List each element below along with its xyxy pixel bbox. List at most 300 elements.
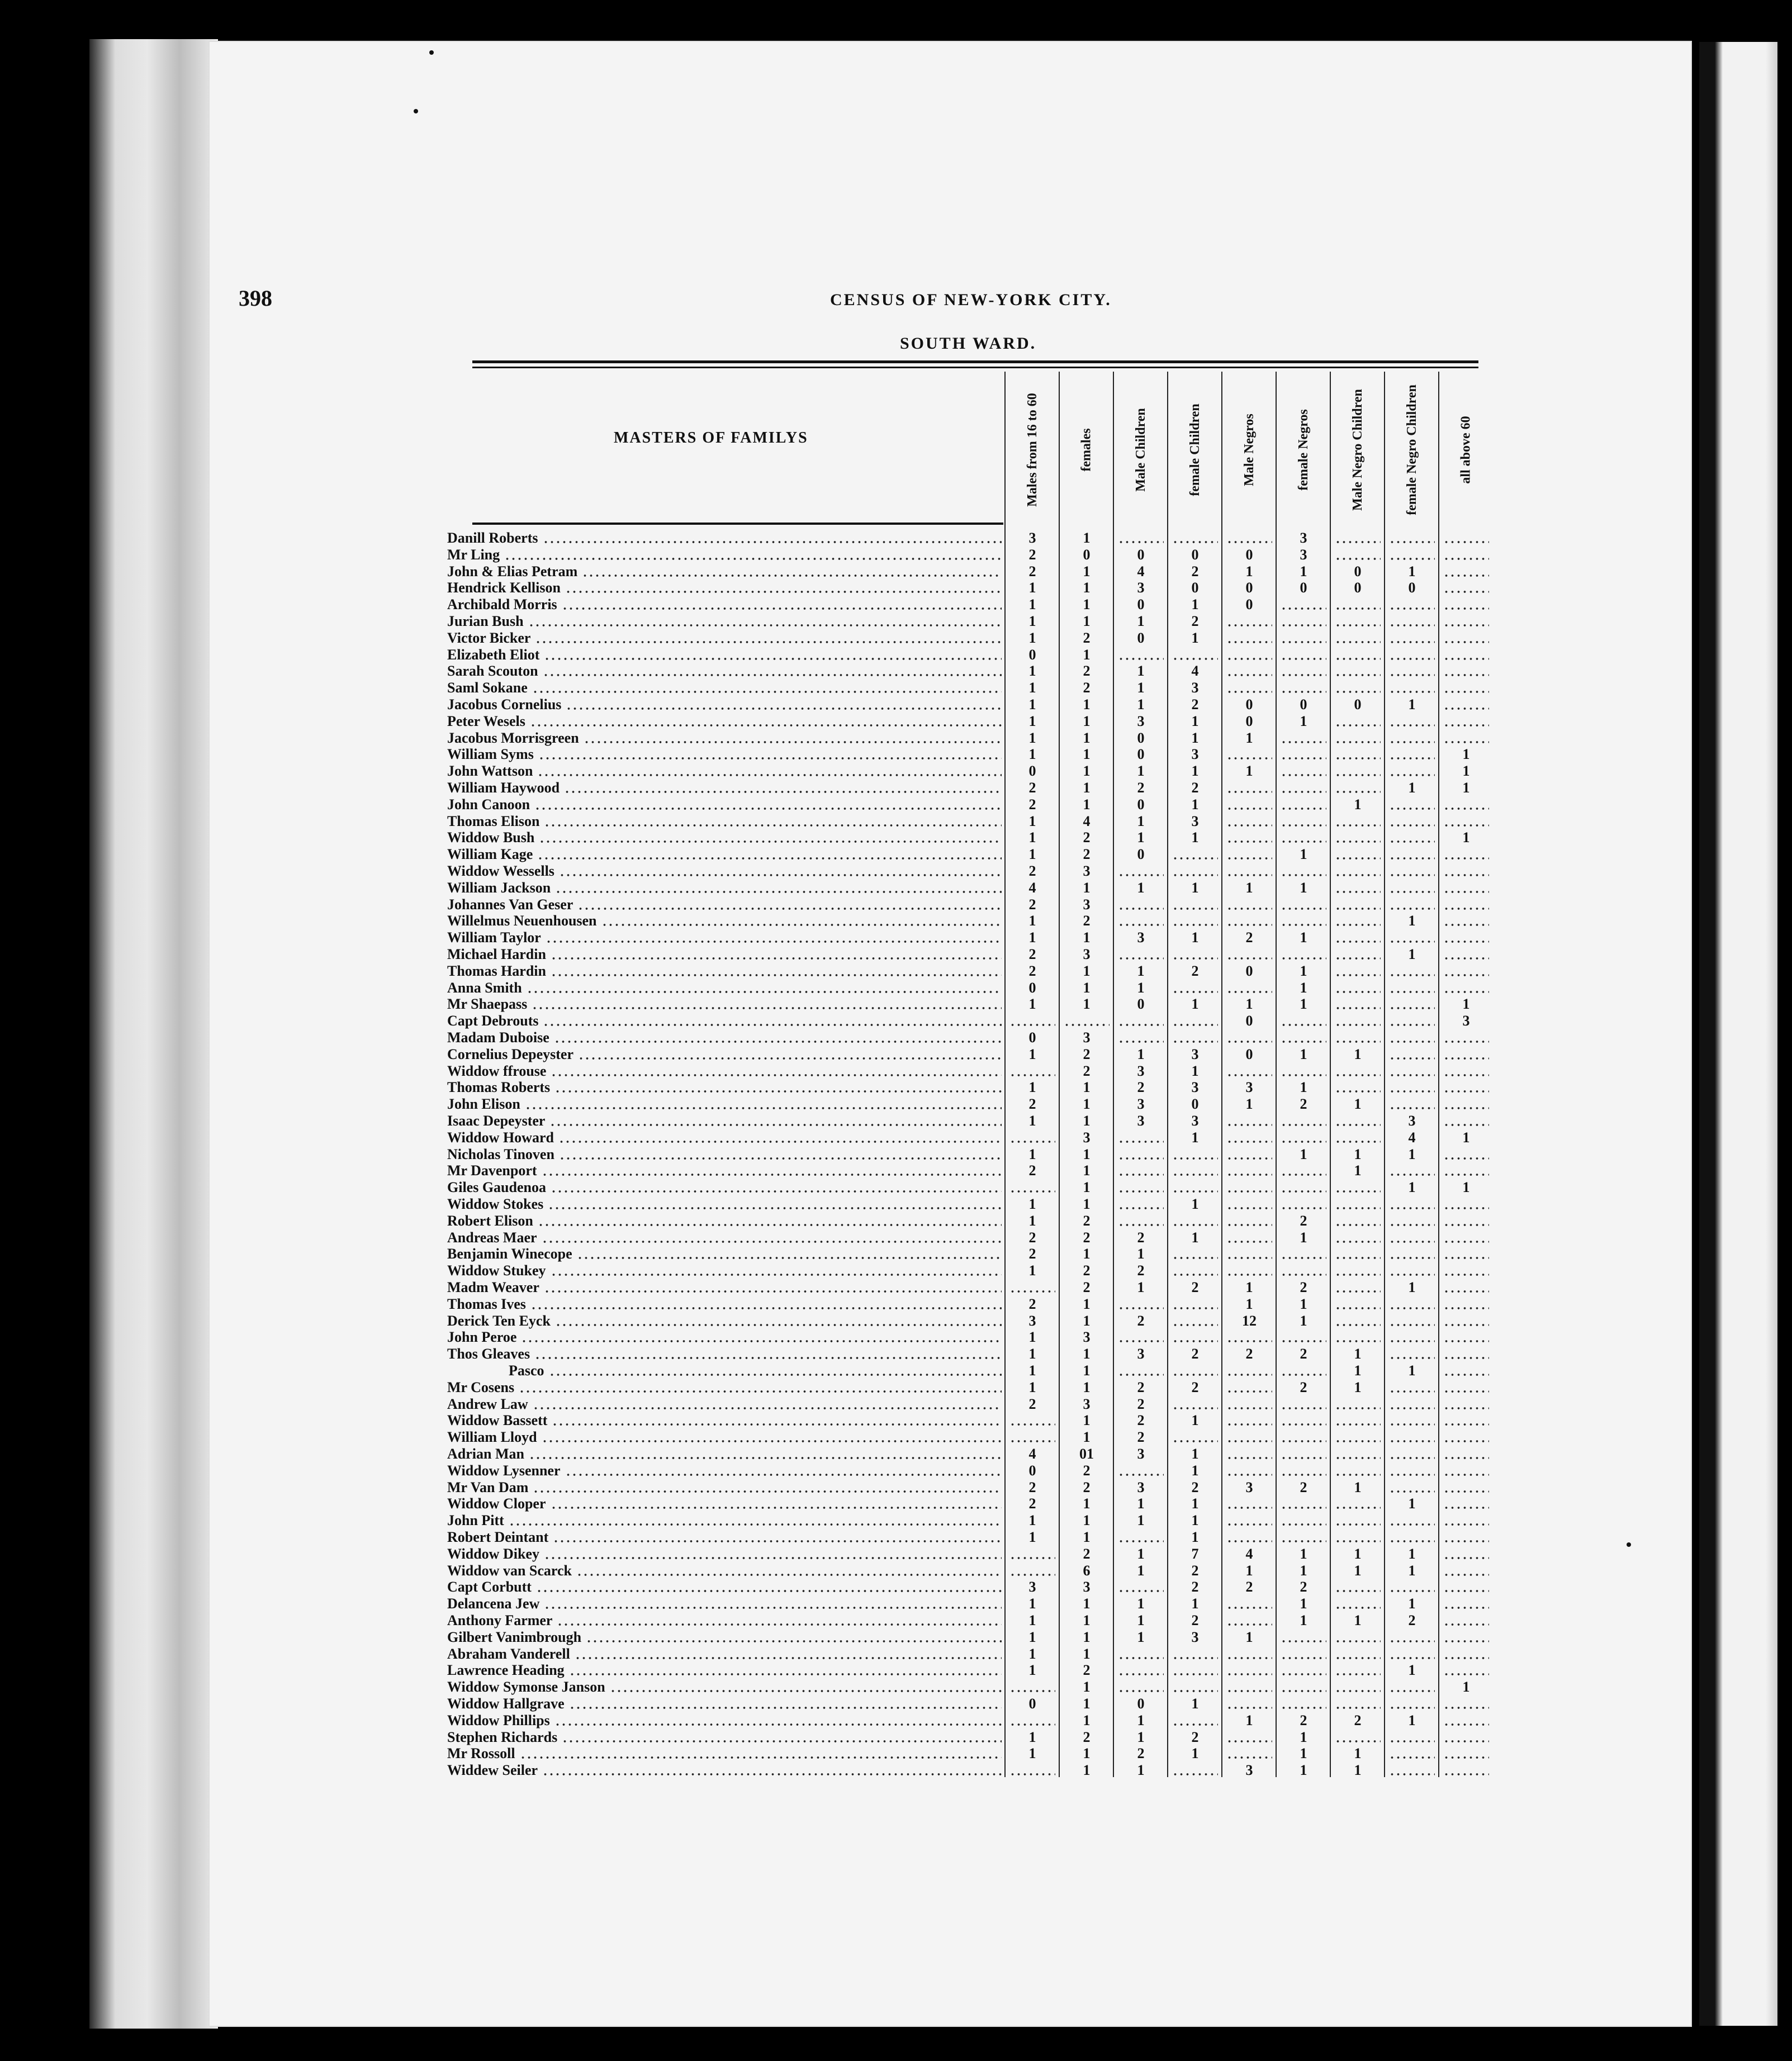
master-name: Anthony Farmer	[447, 1612, 553, 1628]
empty-cell-dots	[1281, 1440, 1326, 1443]
empty-cell-dots	[1172, 923, 1218, 927]
count-cell: 1	[1028, 929, 1036, 946]
count-cell: 2	[1083, 1728, 1091, 1745]
count-cell: 1	[1300, 1762, 1307, 1779]
empty-cell-dots	[1389, 640, 1435, 644]
count-cell: 2	[1191, 1346, 1199, 1362]
empty-cell-dots	[1443, 640, 1489, 644]
leader-dots	[551, 1273, 1002, 1276]
count-cell: 2	[1083, 829, 1091, 846]
master-name: Adrian Man	[447, 1446, 524, 1462]
count-cell: 1	[1354, 1162, 1362, 1179]
empty-cell-dots	[1281, 624, 1326, 627]
empty-cell-dots	[1335, 790, 1381, 794]
empty-cell-dots	[1389, 1323, 1435, 1327]
table-row	[442, 1179, 1490, 1196]
table-row	[442, 1546, 1490, 1563]
empty-cell-dots	[1335, 1207, 1381, 1210]
empty-cell-dots	[1443, 824, 1489, 827]
empty-cell-dots	[1335, 757, 1381, 760]
leader-dots	[555, 1323, 1002, 1327]
leader-dots	[530, 724, 1002, 727]
count-cell: 1	[1462, 1679, 1470, 1696]
count-cell: 2	[1245, 1346, 1253, 1362]
count-cell: 1	[1083, 1113, 1091, 1129]
empty-cell-dots	[1281, 690, 1326, 694]
count-cell: 1	[1083, 962, 1091, 979]
count-cell: 1	[1191, 1062, 1199, 1079]
empty-cell-dots	[1389, 690, 1435, 694]
count-cell: 1	[1354, 1146, 1362, 1162]
count-cell: 0	[1245, 1046, 1253, 1062]
master-name: Anna Smith	[447, 979, 522, 996]
count-cell: 1	[1028, 1728, 1036, 1745]
empty-cell-dots	[1389, 724, 1435, 727]
empty-cell-dots	[1443, 1207, 1489, 1210]
empty-cell-dots	[1335, 824, 1381, 827]
empty-cell-dots	[1389, 840, 1435, 843]
empty-cell-dots	[1443, 1540, 1489, 1543]
count-cell: 1	[1245, 996, 1253, 1013]
table-row	[442, 763, 1490, 780]
empty-cell-dots	[1226, 1656, 1272, 1660]
count-cell: 1	[1028, 1362, 1036, 1379]
empty-cell-dots	[1443, 857, 1489, 860]
empty-cell-dots	[1443, 1490, 1489, 1493]
empty-cell-dots	[1389, 1740, 1435, 1743]
empty-cell-dots	[1443, 574, 1489, 577]
count-cell: 2	[1028, 780, 1036, 796]
empty-cell-dots	[1281, 824, 1326, 827]
master-name: John Canoon	[447, 796, 530, 813]
count-cell: 2	[1245, 929, 1253, 946]
empty-cell-dots	[1118, 1173, 1164, 1176]
master-name: Thomas Ives	[447, 1295, 526, 1312]
empty-cell-dots	[1443, 890, 1489, 894]
count-cell: 2	[1300, 1096, 1307, 1113]
empty-cell-dots	[1226, 1407, 1272, 1410]
count-cell: 1	[1137, 763, 1145, 780]
table-row	[442, 746, 1490, 763]
count-cell: 1	[1300, 962, 1307, 979]
count-cell: 1	[1462, 1179, 1470, 1196]
count-cell: 1	[1408, 1495, 1416, 1512]
empty-cell-dots	[1281, 1173, 1326, 1176]
count-cell: 1	[1083, 1495, 1091, 1512]
master-name: Giles Gaudenoa	[447, 1179, 546, 1196]
count-cell: 4	[1137, 563, 1145, 580]
table-row	[442, 1563, 1490, 1579]
count-cell: 0	[1245, 596, 1253, 613]
count-cell: 0	[1137, 846, 1145, 863]
count-cell: 2	[1028, 1295, 1036, 1312]
master-name: Madm Weaver	[447, 1279, 539, 1295]
count-cell: 1	[1191, 1446, 1199, 1462]
leader-dots	[552, 1423, 1002, 1426]
empty-cell-dots	[1172, 1040, 1218, 1043]
top-double-rule	[472, 360, 1478, 363]
count-cell: 1	[1083, 763, 1091, 780]
count-cell: 2	[1028, 1246, 1036, 1262]
leader-dots	[575, 1656, 1002, 1660]
leader-dots	[544, 1606, 1002, 1609]
count-cell: 2	[1083, 1062, 1091, 1079]
empty-cell-dots	[1281, 1373, 1326, 1376]
empty-cell-dots	[1443, 1440, 1489, 1443]
count-cell: 1	[1137, 663, 1145, 680]
empty-cell-dots	[1009, 1723, 1055, 1726]
count-cell: 1	[1028, 1628, 1036, 1645]
count-cell: 3	[1191, 1046, 1199, 1062]
count-cell: 1	[1028, 846, 1036, 863]
page-number: 398	[239, 286, 272, 311]
empty-cell-dots	[1389, 1490, 1435, 1493]
table-row	[442, 829, 1490, 846]
column-header	[1441, 380, 1491, 520]
count-cell: 0	[1137, 996, 1145, 1013]
count-cell: 0	[1028, 1462, 1036, 1479]
empty-cell-dots	[1335, 957, 1381, 960]
empty-cell-dots	[1281, 1673, 1326, 1676]
empty-cell-dots	[1443, 1756, 1489, 1759]
empty-cell-dots	[1226, 807, 1272, 810]
empty-cell-dots	[1389, 907, 1435, 910]
empty-cell-dots	[1118, 1340, 1164, 1343]
table-row	[442, 963, 1490, 980]
leader-dots	[533, 1490, 1002, 1493]
count-cell: 1	[1300, 1295, 1307, 1312]
leader-dots	[521, 1340, 1002, 1343]
count-cell: 1	[1028, 1046, 1036, 1062]
empty-cell-dots	[1389, 1207, 1435, 1210]
count-cell: 0	[1354, 696, 1362, 713]
count-cell: 1	[1028, 1329, 1036, 1346]
count-cell: 1	[1300, 1079, 1307, 1096]
count-cell: 1	[1083, 1312, 1091, 1329]
column-header-label: female Negros	[1296, 409, 1311, 491]
empty-cell-dots	[1389, 990, 1435, 994]
count-cell: 3	[1083, 896, 1091, 913]
empty-cell-dots	[1389, 857, 1435, 860]
empty-cell-dots	[1335, 873, 1381, 877]
empty-cell-dots	[1172, 1157, 1218, 1160]
count-cell: 0	[1191, 546, 1199, 563]
count-cell: 1	[1191, 1529, 1199, 1545]
leader-dots	[527, 990, 1002, 994]
count-cell: 1	[1083, 1679, 1091, 1696]
count-cell: 1	[1083, 929, 1091, 946]
count-cell: 2	[1354, 1712, 1362, 1728]
count-cell: 4	[1028, 879, 1036, 896]
table-row	[442, 796, 1490, 813]
column-header	[1333, 380, 1383, 520]
empty-cell-dots	[1389, 1473, 1435, 1476]
count-cell: 1	[1137, 1712, 1145, 1728]
count-cell: 3	[1408, 1113, 1416, 1129]
empty-cell-dots	[1443, 1656, 1489, 1660]
empty-cell-dots	[1335, 724, 1381, 727]
master-name: Sarah Scouton	[447, 663, 538, 680]
count-cell: 1	[1408, 1146, 1416, 1162]
count-cell: 1	[1354, 1545, 1362, 1562]
empty-cell-dots	[1443, 1323, 1489, 1327]
count-cell: 4	[1083, 813, 1091, 829]
count-cell: 2	[1300, 1346, 1307, 1362]
count-cell: 1	[1028, 1113, 1036, 1129]
leader-dots	[577, 1256, 1002, 1260]
count-cell: 1	[1137, 1628, 1145, 1645]
empty-cell-dots	[1335, 1423, 1381, 1426]
empty-cell-dots	[1443, 1256, 1489, 1260]
empty-cell-dots	[1443, 1723, 1489, 1726]
empty-cell-dots	[1443, 1706, 1489, 1709]
master-name: Cornelius Depeyster	[447, 1046, 574, 1062]
empty-cell-dots	[1443, 1090, 1489, 1093]
empty-cell-dots	[1335, 973, 1381, 977]
count-cell: 2	[1408, 1612, 1416, 1628]
empty-cell-dots	[1335, 1240, 1381, 1243]
count-cell: 1	[1408, 1562, 1416, 1579]
column-header-label: females	[1079, 428, 1094, 472]
leader-dots	[565, 590, 1002, 593]
count-cell: 1	[1083, 713, 1091, 729]
count-cell: 1	[1408, 1545, 1416, 1562]
empty-cell-dots	[1389, 1540, 1435, 1543]
table-row	[442, 1279, 1490, 1296]
empty-cell-dots	[1335, 1340, 1381, 1343]
empty-cell-dots	[1443, 973, 1489, 977]
empty-cell-dots	[1172, 1656, 1218, 1660]
count-cell: 2	[1083, 1479, 1091, 1495]
leader-dots	[549, 1373, 1002, 1376]
table-row	[442, 1229, 1490, 1246]
count-cell: 2	[1028, 946, 1036, 962]
count-cell: 1	[1354, 1479, 1362, 1495]
count-cell: 1	[1191, 1745, 1199, 1762]
table-row	[442, 896, 1490, 913]
count-cell: 2	[1137, 1379, 1145, 1395]
empty-cell-dots	[1281, 1540, 1326, 1543]
empty-cell-dots	[1064, 1023, 1110, 1027]
leader-dots	[551, 957, 1002, 960]
empty-cell-dots	[1226, 1706, 1272, 1709]
top-rule-thin	[472, 367, 1478, 368]
master-name: Elizabeth Eliot	[447, 646, 540, 663]
empty-cell-dots	[1335, 1190, 1381, 1193]
empty-cell-dots	[1443, 990, 1489, 994]
leader-dots	[532, 1006, 1002, 1010]
table-row	[442, 946, 1490, 963]
count-cell: 2	[1137, 1312, 1145, 1329]
empty-cell-dots	[1281, 1456, 1326, 1460]
empty-cell-dots	[1009, 1074, 1055, 1077]
count-cell: 1	[1191, 1229, 1199, 1246]
leader-dots	[555, 890, 1002, 894]
leader-dots	[530, 1307, 1002, 1310]
count-cell: 1	[1300, 1545, 1307, 1562]
count-cell: 1	[1462, 780, 1470, 796]
table-row	[442, 1246, 1490, 1262]
leader-dots	[542, 1773, 1002, 1776]
table-row	[442, 996, 1490, 1013]
empty-cell-dots	[1335, 1323, 1381, 1327]
master-name: John Wattson	[447, 763, 533, 780]
empty-cell-dots	[1281, 1074, 1326, 1077]
count-cell: 1	[1028, 1379, 1036, 1395]
empty-cell-dots	[1443, 607, 1489, 610]
leader-dots	[538, 1223, 1002, 1227]
count-cell: 1	[1408, 1662, 1416, 1679]
count-cell: 3	[1245, 1762, 1253, 1779]
empty-cell-dots	[1281, 757, 1326, 760]
count-cell: 1	[1083, 1412, 1091, 1429]
master-name: Archibald Morris	[447, 596, 557, 613]
count-cell: 1	[1083, 1346, 1091, 1362]
count-cell: 1	[1191, 929, 1199, 946]
empty-cell-dots	[1118, 1673, 1164, 1676]
empty-cell-dots	[1389, 557, 1435, 561]
leader-dots	[542, 1173, 1002, 1176]
count-cell: 0	[1245, 546, 1253, 563]
count-cell: 0	[1408, 580, 1416, 596]
empty-cell-dots	[1281, 657, 1326, 661]
empty-cell-dots	[1389, 1023, 1435, 1027]
master-name: Danill Roberts	[447, 530, 538, 546]
empty-cell-dots	[1389, 1340, 1435, 1343]
empty-cell-dots	[1389, 607, 1435, 610]
master-name: Widdow van Scarck	[447, 1562, 572, 1579]
running-title: CENSUS OF NEW-YORK CITY.	[830, 291, 1112, 309]
master-name: Thomas Elison	[447, 813, 540, 829]
count-cell: 2	[1028, 962, 1036, 979]
count-cell: 1	[1354, 1562, 1362, 1579]
master-name: Mr Cosens	[447, 1379, 515, 1395]
count-cell: 6	[1083, 1562, 1091, 1579]
table-row	[442, 913, 1490, 929]
count-cell: 2	[1300, 1479, 1307, 1495]
empty-cell-dots	[1335, 540, 1381, 544]
table-row	[442, 1646, 1490, 1663]
count-cell: 1	[1191, 1129, 1199, 1146]
leader-dots	[544, 657, 1002, 661]
master-name: Abraham Vanderell	[447, 1645, 570, 1662]
empty-cell-dots	[1172, 1256, 1218, 1260]
empty-cell-dots	[1335, 1656, 1381, 1660]
leader-dots	[536, 1589, 1002, 1593]
count-cell: 1	[1245, 879, 1253, 896]
master-name: Thomas Hardin	[447, 962, 546, 979]
empty-cell-dots	[1281, 740, 1326, 744]
column-header	[1116, 380, 1166, 520]
count-cell: 1	[1083, 1595, 1091, 1612]
column-header-label: female Negro Children	[1405, 384, 1419, 515]
count-cell: 1	[1028, 746, 1036, 763]
leader-dots	[557, 1623, 1002, 1626]
empty-cell-dots	[1226, 1190, 1272, 1193]
master-name: Pasco	[509, 1362, 544, 1379]
count-cell: 3	[1300, 530, 1307, 546]
count-cell: 0	[1245, 962, 1253, 979]
leader-dots	[554, 1040, 1002, 1043]
leader-dots	[544, 1290, 1002, 1293]
master-name: Jacobus Cornelius	[447, 696, 562, 713]
master-name: Widdow Bush	[447, 829, 535, 846]
count-cell: 3	[1245, 1479, 1253, 1495]
count-cell: 1	[1191, 629, 1199, 646]
count-cell: 1	[1245, 729, 1253, 746]
count-cell: 1	[1028, 1212, 1036, 1229]
empty-cell-dots	[1389, 1773, 1435, 1776]
empty-cell-dots	[1118, 923, 1164, 927]
leader-dots	[548, 1207, 1002, 1210]
count-cell: 2	[1191, 613, 1199, 629]
count-cell: 2	[1083, 1662, 1091, 1679]
master-name: Benjamin Winecope	[447, 1246, 572, 1262]
count-cell: 1	[1137, 1279, 1145, 1295]
count-cell: 1	[1245, 1096, 1253, 1113]
count-cell: 1	[1083, 1645, 1091, 1662]
count-cell: 1	[1083, 530, 1091, 546]
master-name: Stephen Richards	[447, 1728, 558, 1745]
master-name: Andreas Maer	[447, 1229, 537, 1246]
empty-cell-dots	[1226, 540, 1272, 544]
count-cell: 1	[1083, 1762, 1091, 1779]
empty-cell-dots	[1118, 1589, 1164, 1593]
empty-cell-dots	[1443, 1290, 1489, 1293]
master-name: Johannes Van Geser	[447, 896, 573, 913]
empty-cell-dots	[1389, 1440, 1435, 1443]
empty-cell-dots	[1226, 1123, 1272, 1127]
empty-cell-dots	[1443, 690, 1489, 694]
empty-cell-dots	[1118, 1540, 1164, 1543]
empty-cell-dots	[1335, 740, 1381, 744]
empty-cell-dots	[1226, 1623, 1272, 1626]
table-row	[442, 1745, 1490, 1762]
leader-dots	[554, 1723, 1002, 1726]
count-cell: 1	[1191, 1696, 1199, 1712]
count-cell: 0	[1083, 546, 1091, 563]
count-cell: 2	[1191, 696, 1199, 713]
leader-dots	[528, 624, 1002, 627]
empty-cell-dots	[1335, 1006, 1381, 1010]
empty-cell-dots	[1226, 1456, 1272, 1460]
count-cell: 2	[1191, 1728, 1199, 1745]
empty-cell-dots	[1118, 1373, 1164, 1376]
empty-cell-dots	[1389, 1407, 1435, 1410]
empty-cell-dots	[1172, 1023, 1218, 1027]
count-cell: 3	[1083, 1029, 1091, 1046]
empty-cell-dots	[1172, 907, 1218, 910]
empty-cell-dots	[1281, 1689, 1326, 1693]
empty-cell-dots	[1226, 673, 1272, 677]
count-cell: 1	[1354, 1362, 1362, 1379]
master-name: Peter Wesels	[447, 713, 525, 729]
empty-cell-dots	[1335, 1123, 1381, 1127]
count-cell: 1	[1137, 1495, 1145, 1512]
count-cell: 1	[1083, 1379, 1091, 1395]
count-cell: 1	[1137, 1562, 1145, 1579]
count-cell: 1	[1083, 796, 1091, 813]
count-cell: 3	[1083, 1579, 1091, 1595]
count-cell: 1	[1300, 1745, 1307, 1762]
empty-cell-dots	[1172, 1440, 1218, 1443]
count-cell: 1	[1137, 696, 1145, 713]
master-name: William Jackson	[447, 879, 551, 896]
empty-cell-dots	[1443, 1273, 1489, 1276]
empty-cell-dots	[1335, 840, 1381, 843]
empty-cell-dots	[1389, 1240, 1435, 1243]
count-cell: 3	[1191, 1079, 1199, 1096]
